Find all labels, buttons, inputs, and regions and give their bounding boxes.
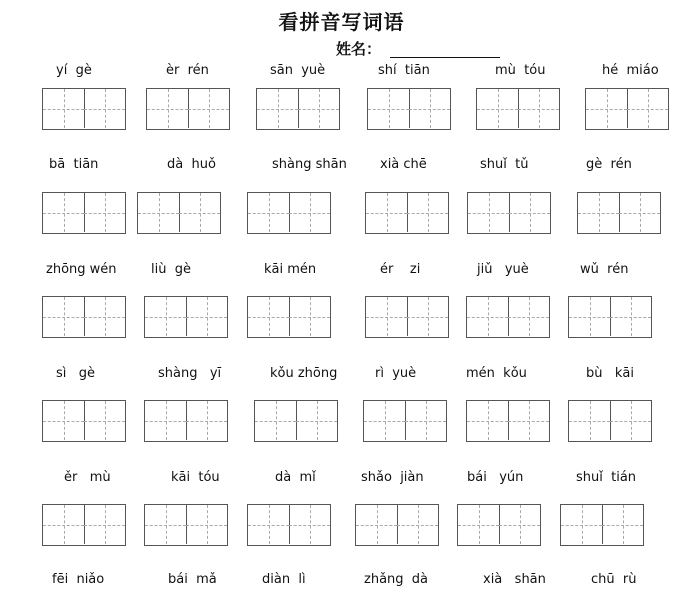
pinyin-prompt: xià chē — [380, 157, 427, 172]
guide-line-horizontal — [366, 317, 407, 318]
writing-grid[interactable] — [476, 88, 560, 130]
tianzige-cell[interactable] — [298, 89, 339, 128]
writing-grid[interactable] — [457, 504, 541, 546]
writing-grid[interactable] — [466, 296, 550, 338]
tianzige-cell[interactable] — [356, 505, 398, 544]
worksheet-title: 看拼音写词语 — [278, 10, 405, 34]
guide-line-horizontal — [610, 421, 651, 422]
guide-line-horizontal — [509, 213, 550, 214]
writing-grid[interactable] — [254, 400, 338, 442]
tianzige-cell[interactable] — [289, 505, 330, 544]
tianzige-cell[interactable] — [43, 401, 85, 440]
guide-line-horizontal — [467, 317, 508, 318]
tianzige-cell[interactable] — [84, 401, 125, 440]
writing-grid[interactable] — [42, 192, 126, 234]
writing-grid[interactable] — [560, 504, 644, 546]
writing-grid[interactable] — [585, 88, 669, 130]
guide-line-horizontal — [407, 317, 448, 318]
guide-line-horizontal — [145, 421, 186, 422]
writing-grid[interactable] — [42, 400, 126, 442]
pinyin-prompt: bái yún — [467, 470, 524, 485]
pinyin-prompt: shí tiān — [378, 63, 430, 78]
tianzige-cell[interactable] — [409, 89, 450, 128]
tianzige-cell[interactable] — [248, 505, 290, 544]
writing-grid[interactable] — [144, 296, 228, 338]
pinyin-prompt: zhǎng dà — [364, 572, 429, 587]
pinyin-prompt: shàng shān — [272, 157, 347, 172]
pinyin-prompt: bā tiān — [49, 157, 99, 172]
tianzige-cell[interactable] — [145, 505, 187, 544]
tianzige-cell[interactable] — [84, 193, 125, 232]
writing-grid[interactable] — [144, 504, 228, 546]
guide-line-horizontal — [405, 421, 446, 422]
tianzige-cell[interactable] — [468, 193, 510, 232]
tianzige-cell[interactable] — [397, 505, 438, 544]
pinyin-prompt: wǔ rén — [580, 262, 629, 277]
guide-line-horizontal — [257, 109, 298, 110]
tianzige-cell[interactable] — [43, 505, 85, 544]
tianzige-cell[interactable] — [289, 297, 330, 336]
writing-grid[interactable] — [42, 296, 126, 338]
name-label: 姓名： — [336, 40, 382, 58]
tianzige-cell[interactable] — [602, 505, 643, 544]
guide-line-horizontal — [467, 421, 508, 422]
pinyin-prompt: hé miáo — [602, 63, 659, 78]
pinyin-prompt: mén kǒu — [466, 366, 527, 381]
guide-line-horizontal — [43, 317, 84, 318]
guide-line-horizontal — [289, 317, 330, 318]
guide-line-horizontal — [43, 525, 84, 526]
tianzige-cell[interactable] — [458, 505, 500, 544]
writing-grid[interactable] — [247, 192, 331, 234]
writing-grid[interactable] — [247, 296, 331, 338]
tianzige-cell[interactable] — [186, 505, 227, 544]
writing-grid[interactable] — [42, 504, 126, 546]
guide-line-horizontal — [569, 421, 610, 422]
writing-grid[interactable] — [42, 88, 126, 130]
tianzige-cell[interactable] — [561, 505, 603, 544]
pinyin-prompt: kǒu zhōng — [270, 366, 338, 381]
guide-line-horizontal — [619, 213, 660, 214]
tianzige-cell[interactable] — [610, 401, 651, 440]
guide-line-horizontal — [602, 525, 643, 526]
guide-line-horizontal — [499, 525, 540, 526]
tianzige-cell[interactable] — [248, 297, 290, 336]
pinyin-prompt: sān yuè — [270, 63, 326, 78]
tianzige-cell[interactable] — [477, 89, 519, 128]
guide-line-horizontal — [84, 109, 125, 110]
tianzige-cell[interactable] — [186, 401, 227, 440]
tianzige-cell[interactable] — [407, 193, 448, 232]
tianzige-cell[interactable] — [578, 193, 620, 232]
pinyin-prompt: chū rù — [591, 572, 637, 587]
guide-line-horizontal — [458, 525, 499, 526]
tianzige-cell[interactable] — [467, 401, 509, 440]
guide-line-horizontal — [186, 421, 227, 422]
guide-line-horizontal — [145, 525, 186, 526]
tianzige-cell[interactable] — [257, 89, 299, 128]
name-underline[interactable] — [390, 57, 500, 58]
tianzige-cell[interactable] — [619, 193, 660, 232]
pinyin-prompt: bái mǎ — [168, 572, 217, 587]
guide-line-horizontal — [397, 525, 438, 526]
guide-line-horizontal — [356, 525, 397, 526]
tianzige-cell[interactable] — [138, 193, 180, 232]
guide-line-horizontal — [255, 421, 296, 422]
guide-line-horizontal — [248, 317, 289, 318]
pinyin-prompt: diàn lì — [262, 572, 306, 587]
pinyin-prompt: shuǐ tǔ — [480, 157, 529, 172]
pinyin-prompt: dà mǐ — [275, 470, 316, 485]
pinyin-prompt: sì gè — [56, 366, 96, 381]
tianzige-cell[interactable] — [509, 193, 550, 232]
writing-grid[interactable] — [466, 400, 550, 442]
guide-line-horizontal — [364, 421, 405, 422]
tianzige-cell[interactable] — [368, 89, 410, 128]
pinyin-prompt: mù tóu — [495, 63, 546, 78]
guide-line-horizontal — [298, 109, 339, 110]
tianzige-cell[interactable] — [84, 505, 125, 544]
pinyin-prompt: shuǐ tián — [576, 470, 637, 485]
pinyin-prompt: zhōng wén — [46, 262, 117, 277]
guide-line-horizontal — [186, 317, 227, 318]
guide-line-horizontal — [43, 109, 84, 110]
pinyin-prompt: ér zi — [380, 262, 421, 277]
guide-line-horizontal — [289, 525, 330, 526]
tianzige-cell[interactable] — [255, 401, 297, 440]
pinyin-prompt: liù gè — [151, 262, 191, 277]
tianzige-cell[interactable] — [508, 401, 549, 440]
guide-line-horizontal — [409, 109, 450, 110]
tianzige-cell[interactable] — [610, 297, 651, 336]
guide-line-horizontal — [407, 213, 448, 214]
writing-grid[interactable] — [146, 88, 230, 130]
guide-line-horizontal — [561, 525, 602, 526]
guide-line-horizontal — [179, 213, 220, 214]
tianzige-cell[interactable] — [145, 401, 187, 440]
tianzige-cell[interactable] — [366, 193, 408, 232]
writing-grid[interactable] — [363, 400, 447, 442]
pinyin-prompt: rì yuè — [375, 366, 417, 381]
guide-line-horizontal — [518, 109, 559, 110]
guide-line-horizontal — [84, 421, 125, 422]
guide-line-horizontal — [84, 317, 125, 318]
tianzige-cell[interactable] — [499, 505, 540, 544]
guide-line-horizontal — [477, 109, 518, 110]
guide-line-horizontal — [508, 317, 549, 318]
tianzige-cell[interactable] — [627, 89, 668, 128]
guide-line-horizontal — [186, 525, 227, 526]
tianzige-cell[interactable] — [188, 89, 229, 128]
guide-line-horizontal — [248, 213, 289, 214]
writing-grid[interactable] — [568, 296, 652, 338]
pinyin-prompt: yí gè — [56, 63, 92, 78]
guide-line-horizontal — [145, 317, 186, 318]
pinyin-prompt: kāi mén — [264, 262, 317, 277]
tianzige-cell[interactable] — [296, 401, 337, 440]
guide-line-horizontal — [248, 525, 289, 526]
guide-line-horizontal — [586, 109, 627, 110]
pinyin-prompt: dà huǒ — [167, 157, 216, 172]
guide-line-horizontal — [188, 109, 229, 110]
tianzige-cell[interactable] — [43, 193, 85, 232]
tianzige-cell[interactable] — [43, 89, 85, 128]
tianzige-cell[interactable] — [407, 297, 448, 336]
guide-line-horizontal — [138, 213, 179, 214]
writing-grid[interactable] — [355, 504, 439, 546]
tianzige-cell[interactable] — [289, 193, 330, 232]
pinyin-prompt: shàng yī — [158, 366, 222, 381]
pinyin-prompt: xià shān — [483, 572, 546, 587]
pinyin-prompt: kāi tóu — [171, 470, 220, 485]
name-field — [336, 38, 506, 60]
tianzige-cell[interactable] — [569, 401, 611, 440]
guide-line-horizontal — [147, 109, 188, 110]
guide-line-horizontal — [578, 213, 619, 214]
guide-line-horizontal — [296, 421, 337, 422]
writing-grid[interactable] — [365, 296, 449, 338]
pinyin-prompt: ěr mù — [64, 470, 111, 485]
tianzige-cell[interactable] — [467, 297, 509, 336]
writing-grid[interactable] — [568, 400, 652, 442]
guide-line-horizontal — [569, 317, 610, 318]
guide-line-horizontal — [43, 213, 84, 214]
guide-line-horizontal — [43, 421, 84, 422]
writing-grid[interactable] — [256, 88, 340, 130]
tianzige-cell[interactable] — [147, 89, 189, 128]
guide-line-horizontal — [627, 109, 668, 110]
pinyin-prompt: jiǔ yuè — [477, 262, 529, 277]
tianzige-cell[interactable] — [366, 297, 408, 336]
tianzige-cell[interactable] — [84, 297, 125, 336]
pinyin-prompt: èr rén — [166, 63, 209, 78]
guide-line-horizontal — [610, 317, 651, 318]
tianzige-cell[interactable] — [84, 89, 125, 128]
tianzige-cell[interactable] — [518, 89, 559, 128]
tianzige-cell[interactable] — [569, 297, 611, 336]
writing-grid[interactable] — [247, 504, 331, 546]
writing-grid[interactable] — [577, 192, 661, 234]
guide-line-horizontal — [289, 213, 330, 214]
guide-line-horizontal — [366, 213, 407, 214]
writing-grid[interactable] — [144, 400, 228, 442]
pinyin-prompt: bù kāi — [586, 366, 634, 381]
tianzige-cell[interactable] — [586, 89, 628, 128]
tianzige-cell[interactable] — [186, 297, 227, 336]
tianzige-cell[interactable] — [145, 297, 187, 336]
writing-grid[interactable] — [467, 192, 551, 234]
guide-line-horizontal — [508, 421, 549, 422]
writing-grid[interactable] — [365, 192, 449, 234]
guide-line-horizontal — [368, 109, 409, 110]
tianzige-cell[interactable] — [179, 193, 220, 232]
tianzige-cell[interactable] — [248, 193, 290, 232]
writing-grid[interactable] — [137, 192, 221, 234]
guide-line-horizontal — [84, 213, 125, 214]
pinyin-prompt: gè rén — [586, 157, 632, 172]
tianzige-cell[interactable] — [43, 297, 85, 336]
pinyin-prompt: shǎo jiàn — [361, 470, 424, 485]
tianzige-cell[interactable] — [508, 297, 549, 336]
pinyin-prompt: fēi niǎo — [52, 572, 105, 587]
writing-grid[interactable] — [367, 88, 451, 130]
guide-line-horizontal — [84, 525, 125, 526]
guide-line-horizontal — [468, 213, 509, 214]
tianzige-cell[interactable] — [405, 401, 446, 440]
tianzige-cell[interactable] — [364, 401, 406, 440]
